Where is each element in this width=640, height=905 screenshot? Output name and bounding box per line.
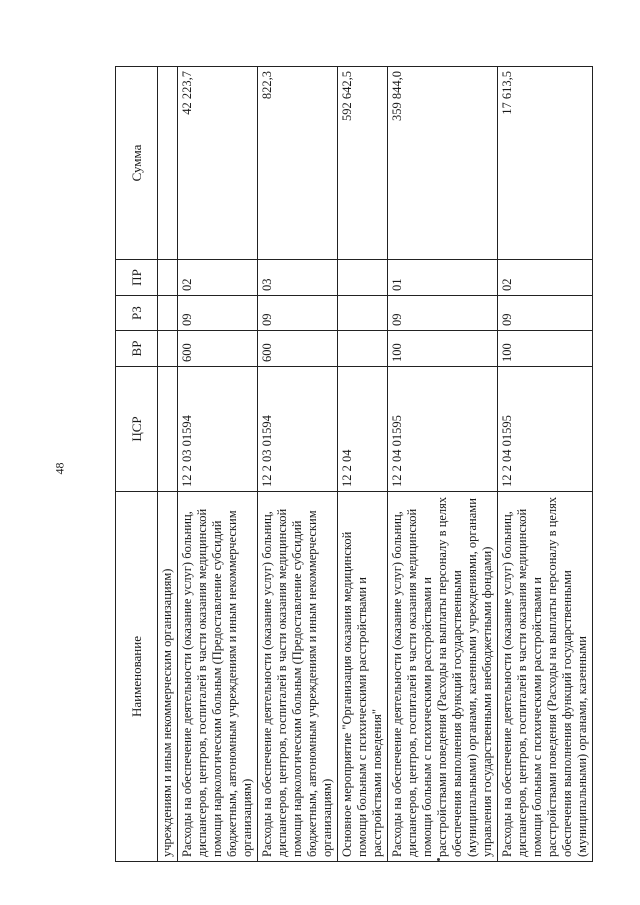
cell-pr: 03	[258, 260, 338, 296]
cell-pr: 02	[498, 260, 593, 296]
cell-csr: 12 2 03 01594	[178, 367, 258, 492]
cell-csr: 12 2 04 01595	[498, 367, 593, 492]
header-csr: ЦСР	[116, 367, 158, 492]
cell-csr: 12 2 04 01595	[388, 367, 498, 492]
cell-sum: 359 844,0	[388, 67, 498, 260]
header-name: Наименование	[116, 492, 158, 862]
cell-name: Расходы на обеспечение деятельности (оказание услуг) больниц, диспансеров, центров, госпиталей в части оказания медицинской помощи больным с психическими расстройствами и расстройствами поведения (Расходы на выплаты персоналу в целях обеспечения выполнения функций государственными (муниципальными) органами, казенными учреждениями, органами управления государственными внебюджетными фондами)	[388, 492, 498, 862]
cell-csr	[158, 367, 178, 492]
header-rz: РЗ	[116, 296, 158, 331]
cell-vr	[158, 331, 178, 367]
cell-name: Расходы на обеспечение деятельности (оказание услуг) больниц, диспансеров, центров, госпиталей в части оказания медицинской помощи наркологическим больным (Предоставление субсидий бюджетным, автономным учреждениям и иным некоммерческим организациям)	[178, 492, 258, 862]
cell-pr	[158, 260, 178, 296]
header-pr: ПР	[116, 260, 158, 296]
cell-rz: 09	[388, 296, 498, 331]
cell-rz	[338, 296, 388, 331]
cell-csr: 12 2 03 01594	[258, 367, 338, 492]
page-number: 48	[52, 462, 67, 475]
cell-name: Основное мероприятие "Организация оказания медицинской помощи больным с психическими расстройствами и расстройствами поведения"	[338, 492, 388, 862]
table-row	[178, 67, 258, 862]
table-row	[338, 67, 388, 862]
cell-vr: 600	[178, 331, 258, 367]
budget-table-page	[115, 67, 608, 862]
cell-sum: 17 613,5	[498, 67, 593, 260]
table-header-row	[116, 67, 158, 862]
cell-sum: 42 223,7	[178, 67, 258, 260]
cell-pr	[338, 260, 388, 296]
cell-name: учреждениям и иным некоммерческим организациям)	[158, 492, 178, 862]
header-vr: ВР	[116, 331, 158, 367]
table-row	[258, 67, 338, 862]
header-sum: Сумма	[116, 67, 158, 260]
cell-vr: 600	[258, 331, 338, 367]
cell-vr: 100	[498, 331, 593, 367]
cell-csr: 12 2 04	[338, 367, 388, 492]
table-row	[498, 67, 593, 862]
cell-sum: 822,3	[258, 67, 338, 260]
table-row	[388, 67, 498, 862]
cell-pr: 01	[388, 260, 498, 296]
cell-rz: 09	[258, 296, 338, 331]
table-row	[158, 67, 178, 862]
cell-rz: 09	[498, 296, 593, 331]
scan-speck	[437, 858, 440, 861]
cell-rz	[158, 296, 178, 331]
cell-rz: 09	[178, 296, 258, 331]
cell-vr: 100	[388, 331, 498, 367]
cell-name: Расходы на обеспечение деятельности (оказание услуг) больниц, диспансеров, центров, госпиталей в части оказания медицинской помощи больным с психическими расстройствами и расстройствами поведения (Расходы на выплаты персоналу в целях обеспечения выполнения функций государственными (муниципальными) органами, казенными	[498, 492, 593, 862]
cell-name: Расходы на обеспечение деятельности (оказание услуг) больниц, диспансеров, центров, госпиталей в части оказания медицинской помощи наркологическим больным (Предоставление субсидий бюджетным, автономным учреждениям и иным некоммерческим организациям)	[258, 492, 338, 862]
cell-vr	[338, 331, 388, 367]
cell-sum: 592 642,5	[338, 67, 388, 260]
budget-table	[115, 66, 593, 862]
cell-pr: 02	[178, 260, 258, 296]
cell-sum	[158, 67, 178, 260]
